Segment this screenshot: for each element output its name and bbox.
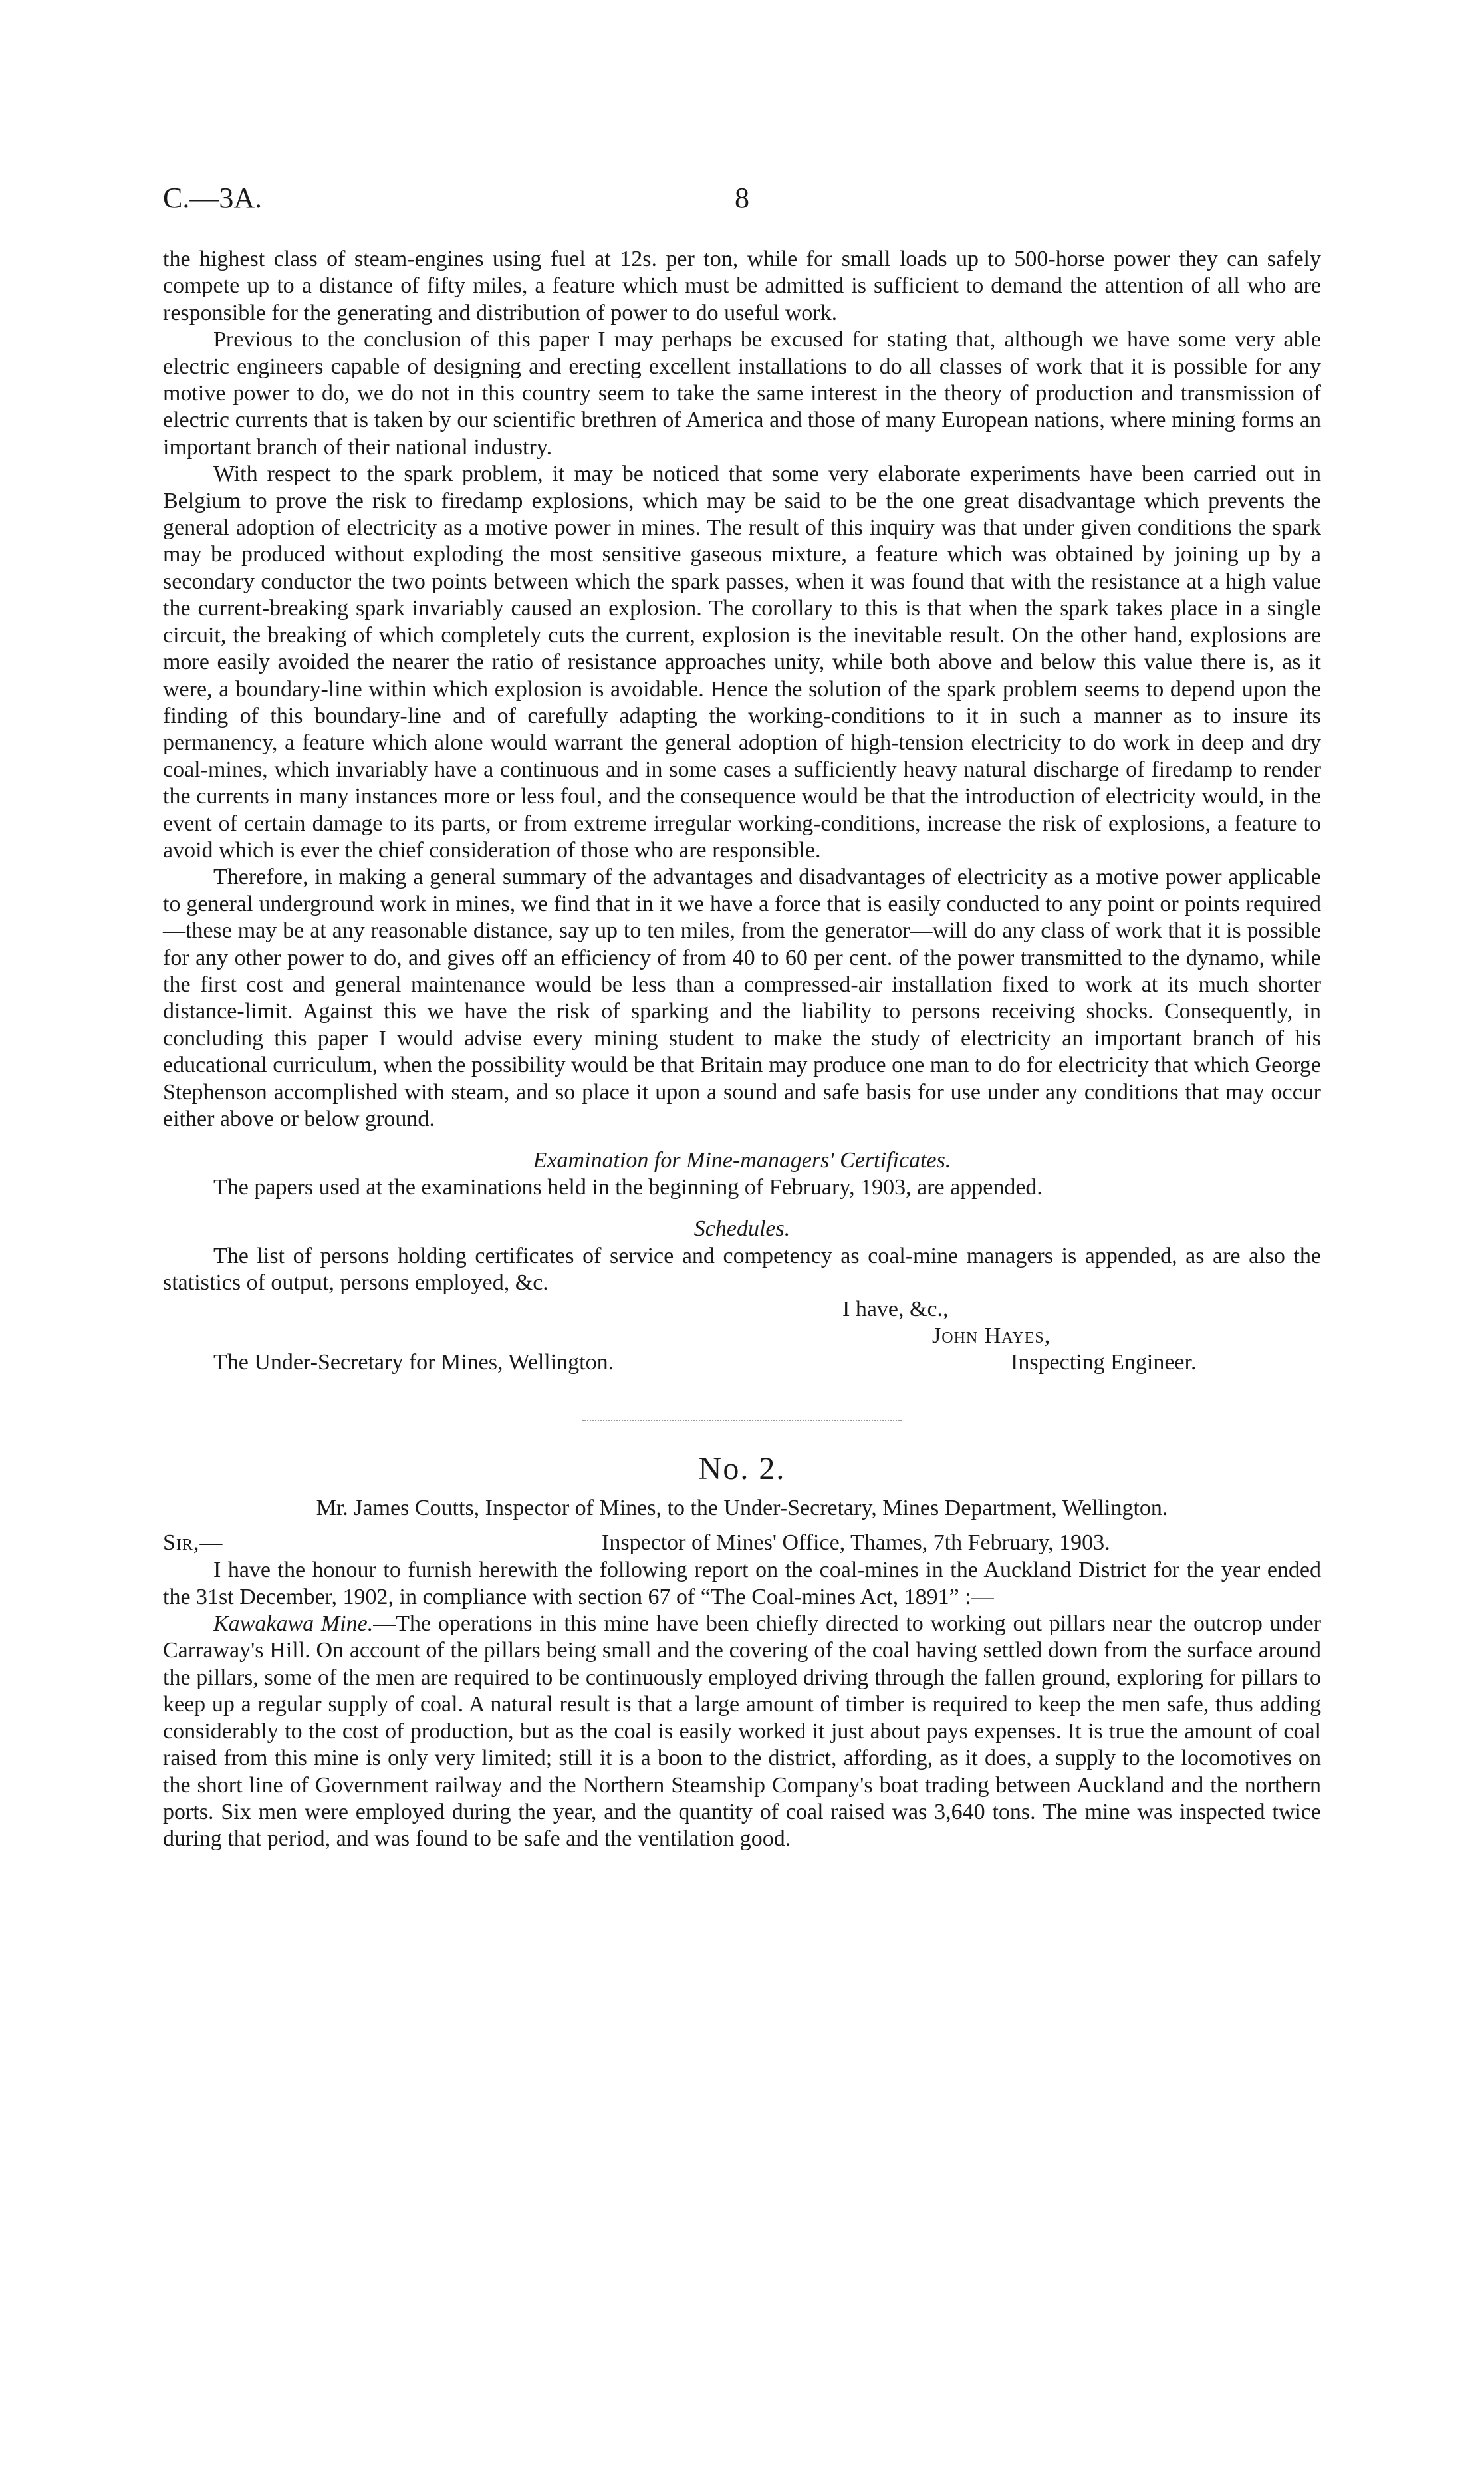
mine-name: Kawakawa Mine. [213, 1611, 374, 1637]
addressee: The Under-Secretary for Mines, Wellington. [213, 1350, 614, 1375]
exam-heading: Examination for Mine-managers' Certificates. [533, 1148, 951, 1173]
page-number: 8 [735, 182, 749, 214]
signatory-name: John Hayes, [932, 1323, 1051, 1349]
salutation: Sir,— [163, 1530, 223, 1556]
paragraph: the highest class of steam-engines using fuel at 12s. per ton, while for small loads up to 500-horse power they can safely compete up to a distance of fifty miles, a feature which must be admitted is sufficient to demand the attention of all who are responsible for the generating and distribution of power to do useful work. [163, 247, 1321, 325]
salutation-row [163, 1530, 1321, 1557]
schedules-heading: Schedules. [693, 1216, 791, 1242]
letter-address [163, 1495, 1321, 1522]
schedules-paragraph: The list of persons holding certificates of service and competency as coal-mine managers is appended, as are also the statistics of output, persons employed, &c. [163, 1243, 1321, 1296]
mine-report-text: —The operations in this mine have been chiefly directed to working out pillars near the outcrop under Carraway's Hill. On account of the pillars being small and the covering of the coal having settled down from the surface around the pillars, some of the men are required to be continuously employed driving through the fallen ground, exploring for pillars to keep up a regular supply of coal. A natural result is that a large amount of timber is required to keep the men safe, thus adding considerably to the cost of production, but as the coal is easily worked it just about pays expenses. It is true the amount of coal raised from this mine is only very limited; still it is a boon to the district, affording, as it does, a supply to the locomotives on the short line of Government railway and the Northern Steamship Company's boat trading between Auckland and the northern ports. Six men were employed during the year, and the quantity of coal raised was 3,640 tons. The mine was inspected twice during that period, and was found to be safe and the ventilation good. [163, 1611, 1321, 1852]
mine-report-paragraph [163, 1611, 1321, 1853]
document-body [163, 246, 1321, 1853]
paragraph: Previous to the conclusion of this paper I may perhaps be excused for stating that, although we have some very able electric engineers capable of designing and erecting excellent installations to do all classes of work that it is possible for any motive power to do, we do not in this country seem to take the same interest in the theory of production and transmission of electric currents that is taken by our scientific brethren of America and those of many European nations, where mining forms an important branch of their national industry. [163, 327, 1321, 460]
section-divider [582, 1420, 902, 1421]
letter-origin: Inspector of Mines' Office, Thames, 7th February, 1903. [602, 1530, 1110, 1556]
letter-number: No. 2. [698, 1451, 786, 1487]
signature-block [163, 1296, 1321, 1377]
document-reference: C.—3A. [163, 182, 263, 214]
signatory-title: Inspecting Engineer. [1011, 1350, 1197, 1375]
paragraph: With respect to the spark problem, it may be noticed that some very elaborate experiments have been carried out in Belgium to prove the risk to firedamp explosions, which may be said to be the one great disadvantage which prevents the general adoption of electricity as a motive power in mines. The result of this inquiry was that under given conditions the spark may be produced without exploding the most sensitive gaseous mixture, a feature which was obtained by joining up by a secondary conductor the two points between which the spark passes, when it was found that with the resistance at a high value the current-breaking spark invariably caused an explosion. The corollary to this is that when the spark takes place in a single circuit, the breaking of which completely cuts the current, explosion is the inevitable result. On the other hand, explosions are more easily avoided the nearer the ratio of resistance approaches unity, while both above and below this value there is, as it were, a boundary-line within which explosion is avoidable. Hence the solution of the spark problem seems to depend upon the finding of this boundary-line and of carefully adapting the working-conditions to it in such a manner as to insure its permanency, a feature which alone would warrant the general adoption of high-tension electricity to do work in deep and dry coal-mines, which invariably have a continuous and in some cases a sufficiently heavy natural discharge of firedamp to render the currents in many instances more or less foul, and the consequence would be that the introduction of electricity would, in the event of certain damage to its parts, or from extreme irregular working-conditions, increase the risk of explosions, a feature to avoid which is ever the chief consideration of those who are responsible. [163, 462, 1321, 863]
letter-intro: I have the honour to furnish herewith the following report on the coal-mines in the Auckland District for the year ended the 31st December, 1902, in compliance with section 67 of “The Coal-mines Act, 1891” :— [163, 1558, 1321, 1609]
letter-address-line: Mr. James Coutts, Inspector of Mines, to the Under-Secretary, Mines Department, [316, 1495, 1057, 1520]
page-header [163, 181, 1321, 221]
closing-line: I have, &c., [842, 1297, 949, 1322]
paragraph: Therefore, in making a general summary of the advantages and disadvantages of electricity as a motive power applicable to general underground work in mines, we find that in it we have a force that is easily conducted to any point or points required—these may be at any reasonable distance, say up to ten miles, from the generator—will do any class of work that it is possible for any other power to do, and gives off an efficiency of from 40 to 60 per cent. of the power transmitted to the dynamo, while the first cost and general maintenance would be less than a compressed-air installation fixed to work at its much shorter distance-limit. Against this we have the risk of sparking and the liability to persons receiving shocks. Consequently, in concluding this paper I would advise every mining student to make the study of electricity an important branch of his educational curriculum, when the possibility would be that Britain may produce one man to do for electricity that which George Stephenson accomplished with steam, and so place it upon a sound and safe basis for use under any conditions that may occur either above or below ground. [163, 865, 1321, 1131]
exam-paragraph: The papers used at the examinations held in the beginning of February, 1903, are appended. [213, 1174, 1043, 1200]
letter-address-city: Wellington. [1062, 1495, 1168, 1520]
